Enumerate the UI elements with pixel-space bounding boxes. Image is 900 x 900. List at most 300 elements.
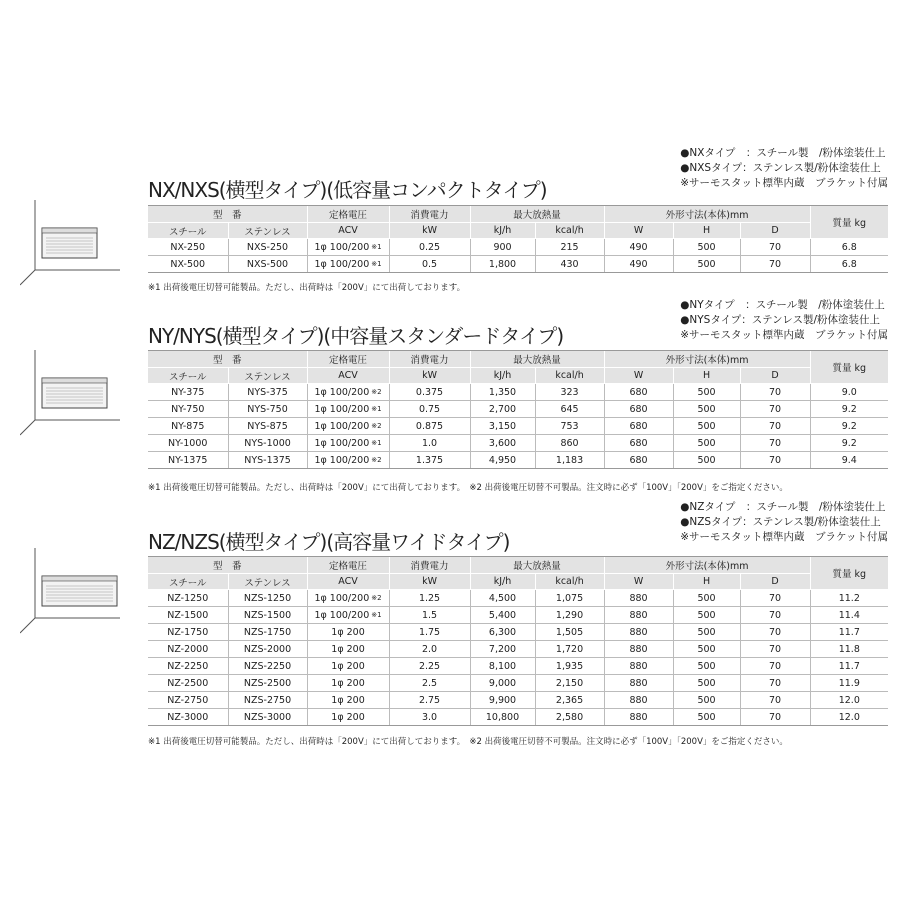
cell-width	[604, 607, 673, 624]
width-value: 680	[629, 437, 648, 449]
note-line: ●NYSタイプ：ステンレス製/粉体塗装仕上	[680, 314, 881, 326]
cell-heat-kjh	[470, 452, 535, 469]
table-row	[148, 709, 888, 726]
cell-steel-model	[148, 256, 228, 273]
stainless-model-value: NYS-1375	[244, 454, 291, 466]
voltage-value: 1φ 200	[331, 660, 365, 672]
cell-voltage	[307, 401, 389, 418]
stainless-model-value: NZS-2000	[243, 643, 292, 655]
cell-steel-model	[148, 239, 228, 256]
depth-value: 70	[768, 694, 782, 706]
width-value: 880	[629, 626, 648, 638]
heat-kcalh-value: 1,935	[555, 660, 584, 672]
cell-stainless-model	[228, 418, 307, 435]
height-value: 500	[697, 403, 716, 415]
cell-steel-model	[148, 590, 228, 607]
header-model: 型 番	[148, 351, 307, 368]
cell-steel-model	[148, 658, 228, 675]
note-line: ※サーモスタット標準内蔵 ブラケット付属	[680, 177, 888, 189]
table-row	[148, 256, 888, 273]
depth-value: 70	[768, 241, 782, 253]
cell-voltage	[307, 418, 389, 435]
depth-value: 70	[768, 258, 782, 270]
cell-width	[604, 435, 673, 452]
cell-power-kw	[389, 435, 470, 452]
mass-kg-value: 11.7	[838, 660, 860, 672]
height-value: 500	[697, 241, 716, 253]
header-power-unit: kW	[389, 223, 470, 239]
header-heat-kcal: kcal/h	[535, 574, 604, 590]
heat-kcalh-value: 323	[560, 386, 579, 398]
heat-kjh-value: 2,700	[488, 403, 517, 415]
heat-kjh-value: 9,000	[488, 677, 517, 689]
power-kw-value: 2.0	[421, 643, 438, 655]
wall-heater-icon	[20, 200, 130, 300]
heat-kcalh-value: 645	[560, 403, 579, 415]
height-value: 500	[697, 258, 716, 270]
cell-voltage	[307, 624, 389, 641]
cell-power-kw	[389, 675, 470, 692]
mass-kg-value: 9.2	[841, 420, 857, 432]
cell-voltage	[307, 692, 389, 709]
cell-power-kw	[389, 692, 470, 709]
stainless-model-value: NYS-750	[247, 403, 288, 415]
width-value: 680	[629, 403, 648, 415]
header-stainless: ステンレス	[228, 368, 307, 384]
cell-height	[673, 641, 740, 658]
header-power: 消費電力	[389, 206, 470, 223]
cell-height	[673, 384, 740, 401]
heat-kjh-value: 6,300	[488, 626, 517, 638]
cell-power-kw	[389, 590, 470, 607]
cell-heat-kjh	[470, 418, 535, 435]
voltage-footnote-mark: ※1	[371, 404, 382, 413]
cell-power-kw	[389, 641, 470, 658]
cell-height	[673, 418, 740, 435]
stainless-model-value: NYS-375	[247, 386, 288, 398]
steel-model-value: NZ-2250	[167, 660, 209, 672]
header-power-unit: kW	[389, 574, 470, 590]
height-value: 500	[697, 643, 716, 655]
cell-depth	[740, 590, 810, 607]
cell-heat-kcalh	[535, 675, 604, 692]
header-d: D	[740, 368, 810, 384]
cell-voltage	[307, 452, 389, 469]
cell-power-kw	[389, 624, 470, 641]
power-kw-value: 0.5	[421, 258, 438, 270]
footnote: ※1 出荷後電圧切替可能製品。ただし、出荷時は「200V」にて出荷しております。 ※2 出荷後電圧切替不可製品。注文時に必ず「100V」「200V」をご指定ください。	[148, 737, 788, 747]
power-kw-value: 0.375	[415, 386, 444, 398]
cell-mass-kg	[810, 401, 888, 418]
voltage-value: 1φ 200	[331, 694, 365, 706]
cell-width	[604, 384, 673, 401]
header-power: 消費電力	[389, 351, 470, 368]
header-mass: 質量 kg	[810, 206, 888, 239]
header-h: H	[673, 574, 740, 590]
cell-height	[673, 658, 740, 675]
section-title: NX/NXS(横型タイプ)(低容量コンパクトタイプ)	[148, 178, 547, 202]
table-row	[148, 418, 888, 435]
width-value: 490	[629, 258, 648, 270]
header-heat-kj: kJ/h	[470, 574, 535, 590]
cell-depth	[740, 624, 810, 641]
cell-width	[604, 641, 673, 658]
cell-height	[673, 624, 740, 641]
voltage-footnote-mark: ※1	[371, 259, 382, 268]
cell-mass-kg	[810, 256, 888, 273]
mass-kg-value: 11.8	[838, 643, 860, 655]
cell-heat-kjh	[470, 607, 535, 624]
header-w: W	[604, 368, 673, 384]
note-line: ※サーモスタット標準内蔵 ブラケット付属	[680, 329, 888, 341]
stainless-model-value: NXS-250	[246, 241, 289, 253]
cell-power-kw	[389, 401, 470, 418]
cell-heat-kjh	[470, 641, 535, 658]
header-voltage: 定格電圧	[307, 206, 389, 223]
cell-heat-kcalh	[535, 384, 604, 401]
cell-heat-kcalh	[535, 401, 604, 418]
width-value: 880	[629, 694, 648, 706]
power-kw-value: 2.75	[418, 694, 441, 706]
power-kw-value: 1.0	[421, 437, 438, 449]
width-value: 880	[629, 711, 648, 723]
table-row	[148, 590, 888, 607]
heat-kjh-value: 1,800	[488, 258, 517, 270]
steel-model-value: NZ-1500	[167, 609, 209, 621]
header-voltage: 定格電圧	[307, 557, 389, 574]
header-heat-kj: kJ/h	[470, 223, 535, 239]
voltage-value: 1φ 100/200	[314, 454, 370, 466]
header-heat: 最大放熱量	[470, 557, 604, 574]
mass-kg-value: 9.4	[841, 454, 857, 466]
heater-illustration	[20, 200, 120, 290]
cell-heat-kjh	[470, 624, 535, 641]
cell-voltage	[307, 658, 389, 675]
power-kw-value: 1.25	[418, 592, 441, 604]
voltage-footnote-mark: ※1	[371, 242, 382, 251]
header-heat-kj: kJ/h	[470, 368, 535, 384]
cell-mass-kg	[810, 624, 888, 641]
depth-value: 70	[768, 420, 782, 432]
stainless-model-value: NZS-2500	[243, 677, 292, 689]
cell-width	[604, 401, 673, 418]
cell-width	[604, 675, 673, 692]
width-value: 880	[629, 643, 648, 655]
depth-value: 70	[768, 711, 782, 723]
table-row	[148, 384, 888, 401]
voltage-value: 1φ 200	[331, 711, 365, 723]
cell-steel-model	[148, 607, 228, 624]
header-d: D	[740, 574, 810, 590]
cell-mass-kg	[810, 658, 888, 675]
header-mass: 質量 kg	[810, 557, 888, 590]
cell-steel-model	[148, 401, 228, 418]
mass-kg-value: 11.4	[838, 609, 860, 621]
header-steel: スチール	[148, 368, 228, 384]
cell-steel-model	[148, 624, 228, 641]
voltage-value: 1φ 100/200	[314, 403, 370, 415]
voltage-value: 1φ 100/200	[314, 386, 370, 398]
steel-model-value: NY-1375	[168, 454, 208, 466]
cell-stainless-model	[228, 692, 307, 709]
height-value: 500	[697, 626, 716, 638]
cell-heat-kjh	[470, 256, 535, 273]
cell-voltage	[307, 607, 389, 624]
heat-kcalh-value: 860	[560, 437, 579, 449]
cell-power-kw	[389, 452, 470, 469]
cell-heat-kjh	[470, 658, 535, 675]
cell-power-kw	[389, 256, 470, 273]
heat-kcalh-value: 1,183	[555, 454, 584, 466]
depth-value: 70	[768, 437, 782, 449]
steel-model-value: NY-375	[171, 386, 205, 398]
spec-table	[148, 350, 888, 469]
power-kw-value: 3.0	[421, 711, 438, 723]
steel-model-value: NZ-2500	[167, 677, 209, 689]
voltage-value: 1φ 100/200	[314, 241, 370, 253]
stainless-model-value: NXS-500	[246, 258, 289, 270]
footnote: ※1 出荷後電圧切替可能製品。ただし、出荷時は「200V」にて出荷しております。 ※2 出荷後電圧切替不可製品。注文時に必ず「100V」「200V」をご指定ください。	[148, 483, 788, 493]
voltage-footnote-mark: ※2	[371, 455, 382, 464]
cell-width	[604, 256, 673, 273]
width-value: 680	[629, 420, 648, 432]
cell-heat-kcalh	[535, 607, 604, 624]
width-value: 880	[629, 660, 648, 672]
cell-power-kw	[389, 658, 470, 675]
cell-depth	[740, 452, 810, 469]
cell-depth	[740, 384, 810, 401]
section-title: NY/NYS(横型タイプ)(中容量スタンダードタイプ)	[148, 324, 564, 348]
table-row	[148, 607, 888, 624]
cell-width	[604, 239, 673, 256]
voltage-value: 1φ 200	[331, 643, 365, 655]
cell-depth	[740, 239, 810, 256]
cell-height	[673, 435, 740, 452]
cell-width	[604, 418, 673, 435]
header-power: 消費電力	[389, 557, 470, 574]
wall-heater-icon	[20, 350, 130, 450]
header-voltage: 定格電圧	[307, 351, 389, 368]
steel-model-value: NZ-1250	[167, 592, 209, 604]
cell-depth	[740, 435, 810, 452]
cell-voltage	[307, 590, 389, 607]
cell-mass-kg	[810, 384, 888, 401]
cell-mass-kg	[810, 418, 888, 435]
stainless-model-value: NZS-2250	[243, 660, 292, 672]
header-w: W	[604, 223, 673, 239]
cell-stainless-model	[228, 658, 307, 675]
cell-depth	[740, 641, 810, 658]
section-notes	[680, 500, 888, 545]
height-value: 500	[697, 386, 716, 398]
heat-kcalh-value: 1,290	[555, 609, 584, 621]
cell-power-kw	[389, 384, 470, 401]
width-value: 680	[629, 386, 648, 398]
cell-heat-kcalh	[535, 239, 604, 256]
table-row	[148, 624, 888, 641]
heat-kjh-value: 900	[493, 241, 512, 253]
header-steel: スチール	[148, 574, 228, 590]
header-heat: 最大放熱量	[470, 206, 604, 223]
header-dims: 外形寸法(本体)mm	[604, 557, 810, 574]
heat-kjh-value: 10,800	[485, 711, 520, 723]
cell-steel-model	[148, 675, 228, 692]
cell-heat-kcalh	[535, 692, 604, 709]
mass-kg-value: 9.2	[841, 437, 857, 449]
cell-heat-kjh	[470, 401, 535, 418]
note-line: ●NZSタイプ：ステンレス製/粉体塗装仕上	[680, 516, 881, 528]
cell-steel-model	[148, 709, 228, 726]
stainless-model-value: NYS-1000	[244, 437, 291, 449]
cell-height	[673, 239, 740, 256]
cell-heat-kcalh	[535, 709, 604, 726]
heat-kjh-value: 5,400	[488, 609, 517, 621]
cell-heat-kcalh	[535, 452, 604, 469]
cell-height	[673, 256, 740, 273]
header-voltage-unit: ACV	[307, 223, 389, 239]
header-heat-kcal: kcal/h	[535, 368, 604, 384]
cell-heat-kcalh	[535, 418, 604, 435]
heater-illustration	[20, 350, 120, 440]
cell-heat-kcalh	[535, 590, 604, 607]
stainless-model-value: NZS-1250	[243, 592, 292, 604]
table-row	[148, 675, 888, 692]
depth-value: 70	[768, 592, 782, 604]
cell-mass-kg	[810, 692, 888, 709]
heat-kcalh-value: 1,505	[555, 626, 584, 638]
spec-table	[148, 556, 888, 726]
cell-heat-kcalh	[535, 658, 604, 675]
mass-kg-value: 12.0	[838, 694, 860, 706]
cell-depth	[740, 658, 810, 675]
cell-height	[673, 675, 740, 692]
cell-depth	[740, 418, 810, 435]
height-value: 500	[697, 592, 716, 604]
steel-model-value: NX-500	[170, 258, 206, 270]
heat-kjh-value: 9,900	[488, 694, 517, 706]
cell-heat-kjh	[470, 709, 535, 726]
cell-steel-model	[148, 692, 228, 709]
power-kw-value: 0.25	[418, 241, 441, 253]
cell-height	[673, 590, 740, 607]
width-value: 880	[629, 677, 648, 689]
voltage-value: 1φ 200	[331, 626, 365, 638]
cell-steel-model	[148, 384, 228, 401]
power-kw-value: 1.375	[415, 454, 444, 466]
stainless-model-value: NYS-875	[247, 420, 288, 432]
voltage-footnote-mark: ※1	[371, 610, 382, 619]
cell-mass-kg	[810, 709, 888, 726]
cell-stainless-model	[228, 675, 307, 692]
cell-heat-kcalh	[535, 641, 604, 658]
cell-mass-kg	[810, 675, 888, 692]
note-line: ●NXタイプ ：スチール製 /粉体塗装仕上	[680, 147, 886, 159]
cell-height	[673, 401, 740, 418]
section-title: NZ/NZS(横型タイプ)(高容量ワイドタイプ)	[148, 530, 510, 554]
cell-width	[604, 692, 673, 709]
heat-kcalh-value: 1,720	[555, 643, 584, 655]
heat-kjh-value: 3,600	[488, 437, 517, 449]
voltage-footnote-mark: ※2	[371, 387, 382, 396]
cell-voltage	[307, 435, 389, 452]
heat-kjh-value: 8,100	[488, 660, 517, 672]
steel-model-value: NX-250	[170, 241, 206, 253]
cell-stainless-model	[228, 435, 307, 452]
header-stainless: ステンレス	[228, 223, 307, 239]
steel-model-value: NY-750	[171, 403, 205, 415]
power-kw-value: 2.25	[418, 660, 441, 672]
cell-steel-model	[148, 641, 228, 658]
mass-kg-value: 11.2	[838, 592, 860, 604]
steel-model-value: NY-875	[171, 420, 205, 432]
cell-mass-kg	[810, 590, 888, 607]
cell-height	[673, 692, 740, 709]
cell-stainless-model	[228, 641, 307, 658]
header-heat: 最大放熱量	[470, 351, 604, 368]
header-dims: 外形寸法(本体)mm	[604, 351, 810, 368]
depth-value: 70	[768, 386, 782, 398]
cell-mass-kg	[810, 641, 888, 658]
cell-steel-model	[148, 418, 228, 435]
voltage-value: 1φ 100/200	[314, 420, 370, 432]
cell-width	[604, 452, 673, 469]
stainless-model-value: NZS-2750	[243, 694, 292, 706]
header-model: 型 番	[148, 206, 307, 223]
width-value: 880	[629, 609, 648, 621]
table-row	[148, 401, 888, 418]
heat-kcalh-value: 430	[560, 258, 579, 270]
cell-depth	[740, 256, 810, 273]
voltage-value: 1φ 100/200	[314, 609, 370, 621]
cell-voltage	[307, 641, 389, 658]
cell-stainless-model	[228, 607, 307, 624]
stainless-model-value: NZS-1750	[243, 626, 292, 638]
cell-steel-model	[148, 452, 228, 469]
table-row	[148, 692, 888, 709]
cell-power-kw	[389, 607, 470, 624]
voltage-value: 1φ 200	[331, 677, 365, 689]
heater-illustration	[20, 548, 120, 638]
height-value: 500	[697, 609, 716, 621]
cell-stainless-model	[228, 709, 307, 726]
header-dims: 外形寸法(本体)mm	[604, 206, 810, 223]
header-h: H	[673, 223, 740, 239]
cell-power-kw	[389, 239, 470, 256]
depth-value: 70	[768, 626, 782, 638]
steel-model-value: NZ-2000	[167, 643, 209, 655]
cell-height	[673, 709, 740, 726]
heat-kcalh-value: 2,580	[555, 711, 584, 723]
cell-heat-kcalh	[535, 624, 604, 641]
mass-kg-value: 11.7	[838, 626, 860, 638]
depth-value: 70	[768, 677, 782, 689]
cell-height	[673, 607, 740, 624]
footnote: ※1 出荷後電圧切替可能製品。ただし、出荷時は「200V」にて出荷しております。	[148, 283, 466, 293]
note-line: ●NZタイプ ：スチール製 /粉体塗装仕上	[680, 501, 886, 513]
heat-kcalh-value: 215	[560, 241, 579, 253]
height-value: 500	[697, 437, 716, 449]
header-w: W	[604, 574, 673, 590]
cell-heat-kjh	[470, 675, 535, 692]
header-h: H	[673, 368, 740, 384]
cell-power-kw	[389, 418, 470, 435]
voltage-footnote-mark: ※2	[371, 421, 382, 430]
mass-kg-value: 12.0	[838, 711, 860, 723]
cell-stainless-model	[228, 256, 307, 273]
heat-kcalh-value: 2,150	[555, 677, 584, 689]
height-value: 500	[697, 694, 716, 706]
cell-depth	[740, 401, 810, 418]
